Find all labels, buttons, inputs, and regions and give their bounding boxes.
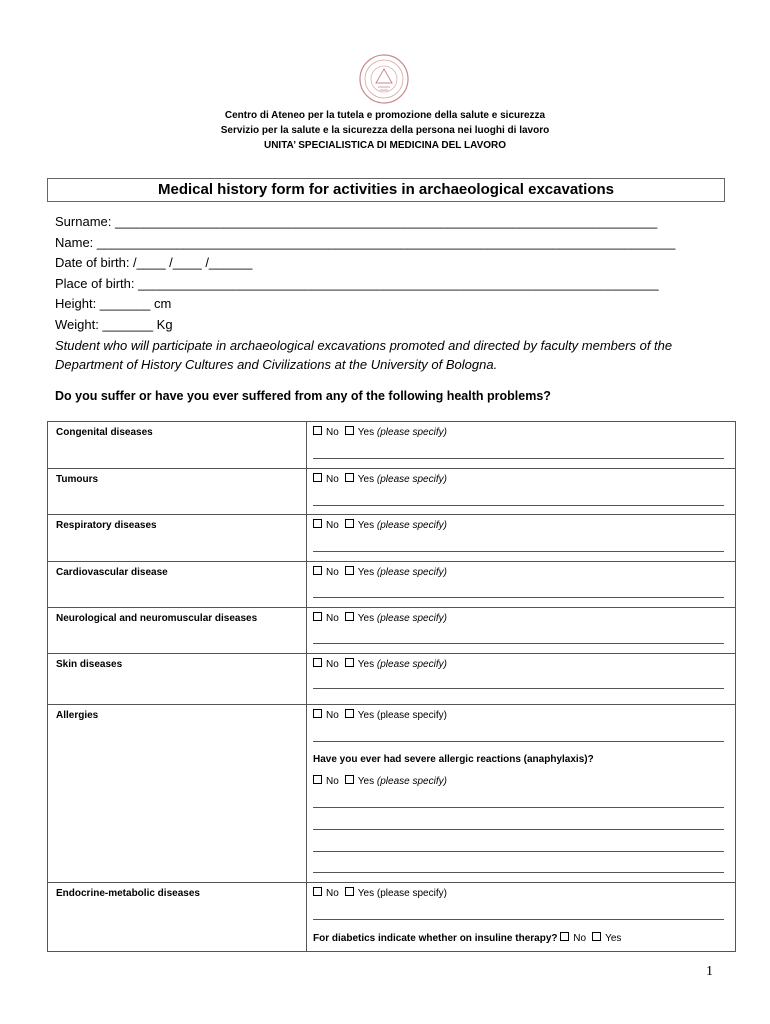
answer-options bbox=[313, 473, 725, 485]
answer-options bbox=[313, 887, 725, 899]
health-question-heading: Do you suffer or have you ever suffered from any of the following health problems? bbox=[55, 389, 551, 403]
table-row bbox=[48, 514, 735, 561]
yes-checkbox[interactable] bbox=[345, 775, 354, 784]
yes-checkbox[interactable] bbox=[592, 932, 601, 941]
insulin-question: For diabetics indicate whether on insuline therapy? bbox=[313, 933, 558, 944]
no-label: No bbox=[326, 567, 339, 578]
no-label: No bbox=[326, 710, 339, 721]
height-field[interactable]: Height: _______ cm bbox=[55, 296, 172, 311]
no-checkbox[interactable] bbox=[313, 519, 322, 528]
no-label: No bbox=[326, 613, 339, 624]
specify-hint: (please specify) bbox=[376, 567, 447, 578]
yes-label: Yes bbox=[357, 427, 375, 438]
yes-checkbox[interactable] bbox=[345, 887, 354, 896]
yes-checkbox[interactable] bbox=[345, 519, 354, 528]
row-label: Congenital diseases bbox=[56, 427, 153, 438]
specify-line[interactable] bbox=[313, 919, 724, 920]
table-row bbox=[48, 468, 735, 515]
health-problems-table bbox=[47, 421, 736, 952]
insulin-question-row bbox=[313, 932, 621, 944]
anaphylaxis-question: Have you ever had severe allergic reactions (anaphylaxis)? bbox=[313, 754, 594, 765]
yes-label: Yes bbox=[357, 659, 375, 670]
specify-line[interactable] bbox=[313, 551, 724, 552]
student-statement: Student who will participate in archaeological excavations promoted and directed by faculty members of the Department of History Cultures and Civilizations at the University of Bologna. bbox=[55, 338, 673, 372]
specify-hint: (please specify) bbox=[376, 520, 447, 531]
table-row bbox=[48, 882, 735, 952]
answer-options bbox=[313, 426, 725, 438]
row-label: Skin diseases bbox=[56, 659, 123, 670]
answer-options bbox=[313, 519, 725, 531]
specify-hint: (please specify) bbox=[376, 659, 447, 670]
row-label: Tumours bbox=[56, 474, 99, 485]
no-label: No bbox=[326, 474, 339, 485]
no-label: No bbox=[573, 933, 587, 944]
table-row bbox=[48, 422, 735, 468]
form-title: Medical history form for activities in archaeological excavations bbox=[47, 178, 725, 202]
no-label: No bbox=[326, 520, 339, 531]
header-line-2: Servizio per la salute e la sicurezza della persona nei luoghi di lavoro bbox=[220, 125, 550, 136]
specify-line[interactable] bbox=[313, 872, 724, 873]
yes-checkbox[interactable] bbox=[345, 566, 354, 575]
specify-line[interactable] bbox=[313, 807, 724, 808]
yes-label: Yes bbox=[357, 710, 375, 721]
institution-header bbox=[0, 108, 770, 153]
yes-label: Yes bbox=[605, 933, 622, 944]
yes-checkbox[interactable] bbox=[345, 473, 354, 482]
specify-hint: (please specify) bbox=[376, 474, 447, 485]
no-checkbox[interactable] bbox=[313, 709, 322, 718]
no-label: No bbox=[326, 427, 339, 438]
no-label: No bbox=[326, 659, 339, 670]
specify-line[interactable] bbox=[313, 851, 724, 852]
header-line-3: UNITA’ SPECIALISTICA DI MEDICINA DEL LAVORO bbox=[263, 140, 507, 151]
specify-hint: (please specify) bbox=[376, 710, 447, 721]
no-label: No bbox=[326, 888, 339, 899]
specify-hint: (please specify) bbox=[376, 776, 447, 787]
answer-options bbox=[313, 658, 725, 670]
table-row bbox=[48, 607, 735, 654]
yes-label: Yes bbox=[357, 888, 375, 899]
no-checkbox[interactable] bbox=[560, 932, 569, 941]
specify-line[interactable] bbox=[313, 829, 724, 830]
yes-checkbox[interactable] bbox=[345, 658, 354, 667]
specify-line[interactable] bbox=[313, 458, 724, 459]
date-of-birth-field[interactable]: Date of birth: /____ /____ /______ bbox=[55, 255, 253, 270]
no-label: No bbox=[326, 776, 339, 787]
specify-hint: (please specify) bbox=[376, 613, 447, 624]
no-checkbox[interactable] bbox=[313, 775, 322, 784]
specify-line[interactable] bbox=[313, 741, 724, 742]
row-label: Cardiovascular disease bbox=[56, 567, 168, 578]
table-row bbox=[48, 704, 735, 883]
personal-info-section bbox=[55, 212, 725, 374]
yes-checkbox[interactable] bbox=[345, 709, 354, 718]
row-label: Respiratory diseases bbox=[56, 520, 157, 531]
page-number: 1 bbox=[706, 964, 713, 979]
table-row bbox=[48, 653, 735, 705]
yes-label: Yes bbox=[357, 776, 375, 787]
answer-options bbox=[313, 566, 725, 578]
yes-label: Yes bbox=[357, 613, 375, 624]
place-of-birth-field[interactable]: Place of birth: ________________________________________________________________________ bbox=[55, 275, 659, 291]
specify-line[interactable] bbox=[313, 597, 724, 598]
name-field[interactable]: Name: ________________________________________________________________________________ bbox=[55, 234, 676, 250]
answer-options bbox=[313, 612, 725, 624]
yes-label: Yes bbox=[357, 474, 375, 485]
yes-checkbox[interactable] bbox=[345, 612, 354, 621]
specify-line[interactable] bbox=[313, 688, 724, 689]
row-label: Endocrine-metabolic diseases bbox=[56, 888, 200, 899]
row-label: Allergies bbox=[56, 710, 99, 721]
university-seal-logo bbox=[358, 53, 410, 105]
specify-hint: (please specify) bbox=[376, 427, 447, 438]
no-checkbox[interactable] bbox=[313, 473, 322, 482]
table-row bbox=[48, 561, 735, 608]
no-checkbox[interactable] bbox=[313, 658, 322, 667]
no-checkbox[interactable] bbox=[313, 566, 322, 575]
no-checkbox[interactable] bbox=[313, 887, 322, 896]
specify-line[interactable] bbox=[313, 505, 724, 506]
yes-label: Yes bbox=[357, 567, 375, 578]
surname-field[interactable]: Surname: ___________________________________________________________________________ bbox=[55, 214, 658, 229]
anaphylaxis-options bbox=[313, 775, 447, 787]
no-checkbox[interactable] bbox=[313, 426, 322, 435]
header-line-1: Centro di Ateneo per la tutela e promozione della salute e sicurezza bbox=[224, 110, 546, 121]
specify-hint: (please specify) bbox=[376, 888, 447, 899]
specify-line[interactable] bbox=[313, 643, 724, 644]
answer-options bbox=[313, 709, 725, 721]
row-label: Neurological and neuromuscular diseases bbox=[56, 613, 258, 624]
yes-label: Yes bbox=[357, 520, 375, 531]
yes-checkbox[interactable] bbox=[345, 426, 354, 435]
no-checkbox[interactable] bbox=[313, 612, 322, 621]
weight-field[interactable]: Weight: _______ Kg bbox=[55, 316, 173, 332]
